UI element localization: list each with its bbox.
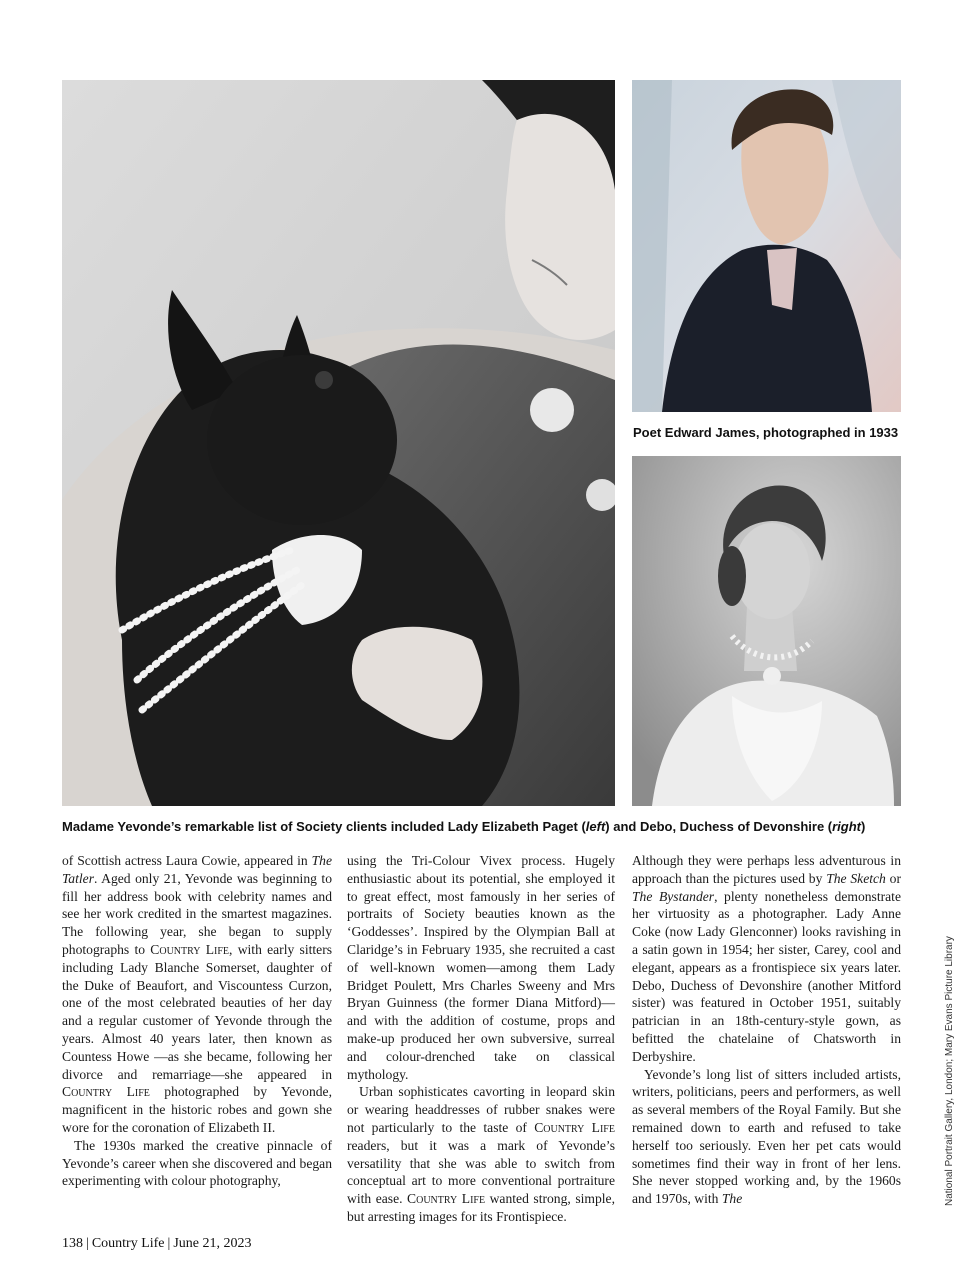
magazine-name: Country Life — [91, 1236, 165, 1251]
photo-woman-with-bulldog — [62, 80, 615, 806]
paragraph: of Scottish actress Laura Cowie, appeared in The Tatler. Aged only 21, Yevonde was beginning to fill her address book with celebrity names and see her work credited in the smartest magazines. The following year, she began to supply photographs to Country Life, with early sitters including Lady Blanche Somerset, daughter of the Duke of Beaufort, and Viscountess Curzon, one of the most celebrated beauties of her day and a regular customer of Yevonde through the years. Almost 40 years later, then known as Countess Howe —as she became, following her divorce and remarriage—she appeared in Country Life photographed by Yevonde, magnificent in the historic robes and gown she wore for the coronation of Elizabeth II. — [62, 853, 333, 1135]
caption-main-photos: Madame Yevonde’s remarkable list of Society clients included Lady Elizabeth Paget (left) and Debo, Duchess of Devonshire (right) — [62, 819, 866, 834]
caption-edward-james: Poet Edward James, photographed in 1933 — [633, 425, 899, 440]
paragraph: The 1930s marked the creative pinnacle of Yevonde’s career when she discovered and began experimenting with colour photography, — [62, 1137, 332, 1189]
paragraph: using the Tri-Colour Vivex process. Hugely enthusiastic about its potential, she employed it to great effect, most famously in her series of portraits of Society beauties known as the ‘Goddesses’. Inspired by the Olympian Ball at Claridge’s in February 1935, she recruited a cast of well-known women—among them Lady Bridget Poulett, Mrs Charles Sweeny and Mrs Bryan Guinness (the former Diana Mitford)—and with the addition of costume, props and make-up produced her own subversive, surreal and colour-drenched take on classical mythology. — [347, 853, 615, 1082]
issue-date: June 21, 2023 — [173, 1236, 252, 1251]
photo-edward-james — [632, 80, 901, 412]
body-column-1 — [62, 852, 332, 1190]
page-number: 138 — [62, 1236, 83, 1251]
photo-credit: National Portrait Gallery, London; Mary Evans Picture Library — [944, 936, 955, 1206]
paragraph: Although they were perhaps less adventurous in approach than the pictures used by The Sketch or The Bystander, plenty nonetheless demonstrate her virtuosity as a photographer. Lady Anne Coke (now Lady Glenconner) looks ravishing in a satin gown in 1954; her sister, Carey, cool and elegant, appears as a frontispiece six years later. Debo, Duchess of Devonshire (another Mitford sister) was featured in October 1951, suitably patrician in an 18th-century-style gown, as befitted the chatelaine of Chatsworth in Derbyshire. — [632, 853, 901, 1064]
paragraph: Urban sophisticates cavorting in leopard skin or wearing headdresses of rubber snakes were not particularly to the taste of Country Life readers, but it was a mark of Yevonde’s versatility that she was able to switch from conceptual art to more conventional portraiture with ease. Country Life wanted strong, simple, but arresting images for its Frontispiece. — [347, 1084, 615, 1224]
paragraph: Yevonde’s long list of sitters included artists, writers, politicians, peers and performers, as well as several members of the Royal Family. But she remained down to earth and refused to take herself too seriously. Even her pet cats would sometimes find their way in front of her lens. She never stopped working and, by the 1960s and 1970s, with The — [632, 1066, 901, 1207]
body-column-3 — [632, 852, 901, 1208]
page-footer: 138 | Country Life | June 21, 2023 — [62, 1236, 252, 1251]
photo-debo-duchess — [632, 456, 901, 806]
body-column-2 — [347, 852, 615, 1226]
